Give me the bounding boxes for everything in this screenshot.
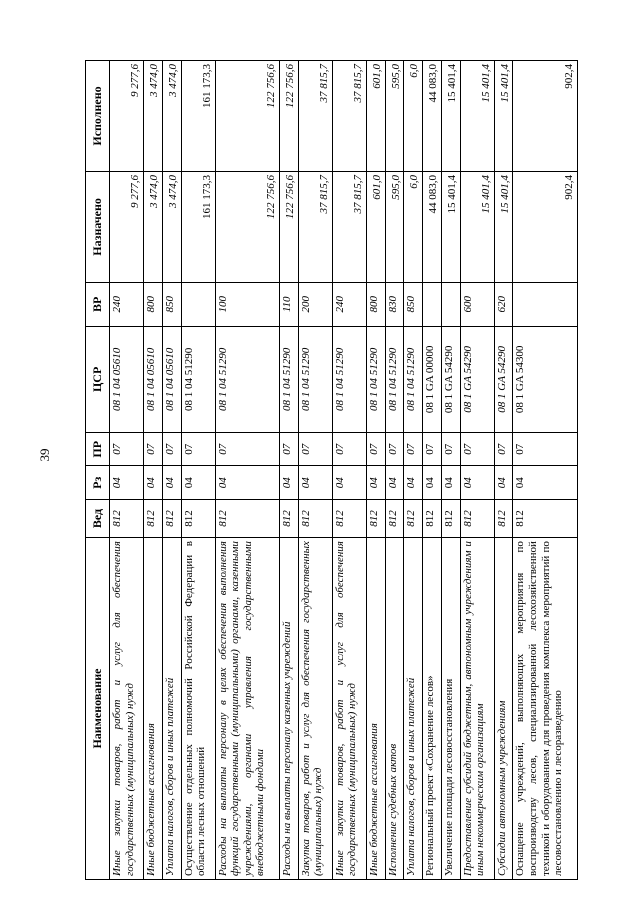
row-ved: 812 bbox=[366, 499, 385, 537]
row-csr: 08 1 04 51290 bbox=[385, 326, 404, 432]
row-csr: 08 1 04 51290 bbox=[332, 326, 366, 432]
row-vr: 850 bbox=[404, 282, 423, 326]
row-pr: 07 bbox=[441, 433, 460, 466]
row-ved: 812 bbox=[143, 499, 162, 537]
row-name: Расходы на выплаты персоналу в целях обеспечения выполнения функций государственными (муниципальными) органами, казенными учреждениями, органами управления государственными внебюджетными фондами bbox=[215, 538, 279, 880]
row-ved: 812 bbox=[332, 499, 366, 537]
table-row bbox=[404, 61, 423, 880]
row-ved: 812 bbox=[181, 499, 215, 537]
row-assigned: 902,4 bbox=[513, 171, 578, 282]
table-row bbox=[279, 61, 298, 880]
table-row bbox=[494, 61, 513, 880]
row-assigned: 9 277,6 bbox=[110, 171, 144, 282]
row-vr: 600 bbox=[460, 282, 494, 326]
table-row bbox=[460, 61, 494, 880]
row-assigned: 122 756,6 bbox=[279, 171, 298, 282]
row-rz: 04 bbox=[441, 466, 460, 499]
row-pr: 07 bbox=[143, 433, 162, 466]
page-number: 39 bbox=[37, 448, 52, 462]
row-rz: 04 bbox=[385, 466, 404, 499]
row-csr: 08 1 GA 54290 bbox=[441, 326, 460, 432]
row-name: Иные закупки товаров, работ и услуг для обеспечения государственных (муниципальных) нужд bbox=[110, 538, 144, 880]
row-rz: 04 bbox=[513, 466, 578, 499]
row-name: Иные закупки товаров, работ и услуг для обеспечения государственных (муниципальных) нужд bbox=[332, 538, 366, 880]
row-assigned: 15 401,4 bbox=[441, 171, 460, 282]
row-vr: 800 bbox=[143, 282, 162, 326]
row-pr: 07 bbox=[494, 433, 513, 466]
row-assigned: 15 401,4 bbox=[494, 171, 513, 282]
header-vr: ВР bbox=[86, 282, 110, 326]
row-name: Исполнение судебных актов bbox=[385, 538, 404, 880]
table-row bbox=[513, 61, 578, 880]
row-rz: 04 bbox=[215, 466, 279, 499]
row-ved: 812 bbox=[513, 499, 578, 537]
row-name: Уплата налогов, сборов и иных платежей bbox=[404, 538, 423, 880]
row-executed: 15 401,4 bbox=[460, 61, 494, 172]
row-ved: 812 bbox=[279, 499, 298, 537]
header-rz: Рз bbox=[86, 466, 110, 499]
row-name: Закупка товаров, работ и услуг для обеспечения государственных (муниципальных) нужд bbox=[298, 538, 332, 880]
row-name: Осуществление отдельных полномочий Российской Федерации в области лесных отношений bbox=[181, 538, 215, 880]
row-executed: 3 474,0 bbox=[162, 61, 181, 172]
row-name: Региональный проект «Сохранение лесов» bbox=[423, 538, 442, 880]
row-pr: 07 bbox=[279, 433, 298, 466]
row-vr: 830 bbox=[385, 282, 404, 326]
row-ved: 812 bbox=[110, 499, 144, 537]
table-header-row bbox=[86, 61, 110, 880]
row-rz: 04 bbox=[143, 466, 162, 499]
header-assigned: Назначено bbox=[86, 171, 110, 282]
row-pr: 07 bbox=[162, 433, 181, 466]
row-ved: 812 bbox=[460, 499, 494, 537]
row-rz: 04 bbox=[298, 466, 332, 499]
row-assigned: 37 815,7 bbox=[332, 171, 366, 282]
table-row bbox=[215, 61, 279, 880]
row-vr: 110 bbox=[279, 282, 298, 326]
table-row bbox=[332, 61, 366, 880]
row-name: Уплата налогов, сборов и иных платежей bbox=[162, 538, 181, 880]
row-assigned: 122 756,6 bbox=[215, 171, 279, 282]
row-assigned: 6,0 bbox=[404, 171, 423, 282]
row-pr: 07 bbox=[215, 433, 279, 466]
row-name: Иные бюджетные ассигнования bbox=[366, 538, 385, 880]
row-assigned: 3 474,0 bbox=[162, 171, 181, 282]
row-pr: 07 bbox=[366, 433, 385, 466]
row-assigned: 37 815,7 bbox=[298, 171, 332, 282]
row-rz: 04 bbox=[181, 466, 215, 499]
table-row bbox=[181, 61, 215, 880]
row-vr: 620 bbox=[494, 282, 513, 326]
row-name: Оснащение учреждений, выполняющих мероприятия по воспроизводству лесов, специализированной лесохозяйственной техникой и оборудованием для проведения комплекса мероприятий по лесовосстановлению и лесоразведению bbox=[513, 538, 578, 880]
row-ved: 812 bbox=[441, 499, 460, 537]
row-executed: 902,4 bbox=[513, 61, 578, 172]
row-name: Увеличение площади лесовосстановления bbox=[441, 538, 460, 880]
row-vr bbox=[441, 282, 460, 326]
row-pr: 07 bbox=[513, 433, 578, 466]
row-vr: 100 bbox=[215, 282, 279, 326]
row-csr: 08 1 04 05610 bbox=[110, 326, 144, 432]
rotated-page bbox=[85, 60, 578, 880]
table-body bbox=[110, 61, 578, 880]
row-pr: 07 bbox=[385, 433, 404, 466]
row-vr bbox=[513, 282, 578, 326]
header-pr: ПР bbox=[86, 433, 110, 466]
row-vr bbox=[181, 282, 215, 326]
row-name: Субсидии автономным учреждениям bbox=[494, 538, 513, 880]
table-row bbox=[162, 61, 181, 880]
table-row bbox=[441, 61, 460, 880]
row-executed: 122 756,6 bbox=[279, 61, 298, 172]
row-ved: 812 bbox=[215, 499, 279, 537]
row-vr: 800 bbox=[366, 282, 385, 326]
row-csr: 08 1 GA 54290 bbox=[494, 326, 513, 432]
row-assigned: 3 474,0 bbox=[143, 171, 162, 282]
row-vr bbox=[423, 282, 442, 326]
row-executed: 15 401,4 bbox=[441, 61, 460, 172]
row-executed: 601,0 bbox=[366, 61, 385, 172]
table-row bbox=[366, 61, 385, 880]
row-csr: 08 1 GA 54300 bbox=[513, 326, 578, 432]
row-executed: 122 756,6 bbox=[215, 61, 279, 172]
row-rz: 04 bbox=[423, 466, 442, 499]
row-executed: 37 815,7 bbox=[332, 61, 366, 172]
row-csr: 08 1 04 51290 bbox=[366, 326, 385, 432]
row-csr: 08 1 04 51290 bbox=[279, 326, 298, 432]
header-csr: ЦСР bbox=[86, 326, 110, 432]
row-pr: 07 bbox=[460, 433, 494, 466]
row-rz: 04 bbox=[110, 466, 144, 499]
row-pr: 07 bbox=[298, 433, 332, 466]
table-row bbox=[110, 61, 144, 880]
row-executed: 9 277,6 bbox=[110, 61, 144, 172]
row-ved: 812 bbox=[162, 499, 181, 537]
row-assigned: 601,0 bbox=[366, 171, 385, 282]
row-assigned: 595,0 bbox=[385, 171, 404, 282]
row-ved: 812 bbox=[423, 499, 442, 537]
row-csr: 08 1 GA 00000 bbox=[423, 326, 442, 432]
row-assigned: 161 173,3 bbox=[181, 171, 215, 282]
table-row bbox=[385, 61, 404, 880]
row-rz: 04 bbox=[366, 466, 385, 499]
row-pr: 07 bbox=[404, 433, 423, 466]
row-executed: 37 815,7 bbox=[298, 61, 332, 172]
row-executed: 15 401,4 bbox=[494, 61, 513, 172]
row-rz: 04 bbox=[460, 466, 494, 499]
table-row bbox=[423, 61, 442, 880]
row-executed: 44 083,0 bbox=[423, 61, 442, 172]
row-csr: 08 1 GA 54290 bbox=[460, 326, 494, 432]
row-executed: 3 474,0 bbox=[143, 61, 162, 172]
row-rz: 04 bbox=[162, 466, 181, 499]
row-name: Расходы на выплаты персоналу казенных учреждений bbox=[279, 538, 298, 880]
row-rz: 04 bbox=[332, 466, 366, 499]
row-executed: 161 173,3 bbox=[181, 61, 215, 172]
row-pr: 07 bbox=[181, 433, 215, 466]
row-vr: 240 bbox=[110, 282, 144, 326]
row-ved: 812 bbox=[494, 499, 513, 537]
row-vr: 200 bbox=[298, 282, 332, 326]
row-assigned: 15 401,4 bbox=[460, 171, 494, 282]
row-rz: 04 bbox=[404, 466, 423, 499]
header-executed: Исполнено bbox=[86, 61, 110, 172]
header-ved: Вед bbox=[86, 499, 110, 537]
table-row bbox=[298, 61, 332, 880]
row-ved: 812 bbox=[298, 499, 332, 537]
row-ved: 812 bbox=[385, 499, 404, 537]
row-vr: 240 bbox=[332, 282, 366, 326]
row-executed: 595,0 bbox=[385, 61, 404, 172]
row-rz: 04 bbox=[494, 466, 513, 499]
row-executed: 6,0 bbox=[404, 61, 423, 172]
row-rz: 04 bbox=[279, 466, 298, 499]
row-csr: 08 1 04 51290 bbox=[215, 326, 279, 432]
budget-table-container bbox=[85, 60, 578, 880]
row-pr: 07 bbox=[423, 433, 442, 466]
row-name: Иные бюджетные ассигнования bbox=[143, 538, 162, 880]
row-csr: 08 1 04 51290 bbox=[298, 326, 332, 432]
budget-table bbox=[85, 60, 578, 880]
row-name: Предоставление субсидий бюджетным, автономным учреждениям и иным некоммерческим организациям bbox=[460, 538, 494, 880]
row-pr: 07 bbox=[110, 433, 144, 466]
row-vr: 850 bbox=[162, 282, 181, 326]
row-csr: 08 1 04 51290 bbox=[181, 326, 215, 432]
row-assigned: 44 083,0 bbox=[423, 171, 442, 282]
row-csr: 08 1 04 05610 bbox=[143, 326, 162, 432]
row-ved: 812 bbox=[404, 499, 423, 537]
header-name: Наименование bbox=[86, 538, 110, 880]
row-csr: 08 1 04 51290 bbox=[404, 326, 423, 432]
table-row bbox=[143, 61, 162, 880]
row-csr: 08 1 04 05610 bbox=[162, 326, 181, 432]
row-pr: 07 bbox=[332, 433, 366, 466]
